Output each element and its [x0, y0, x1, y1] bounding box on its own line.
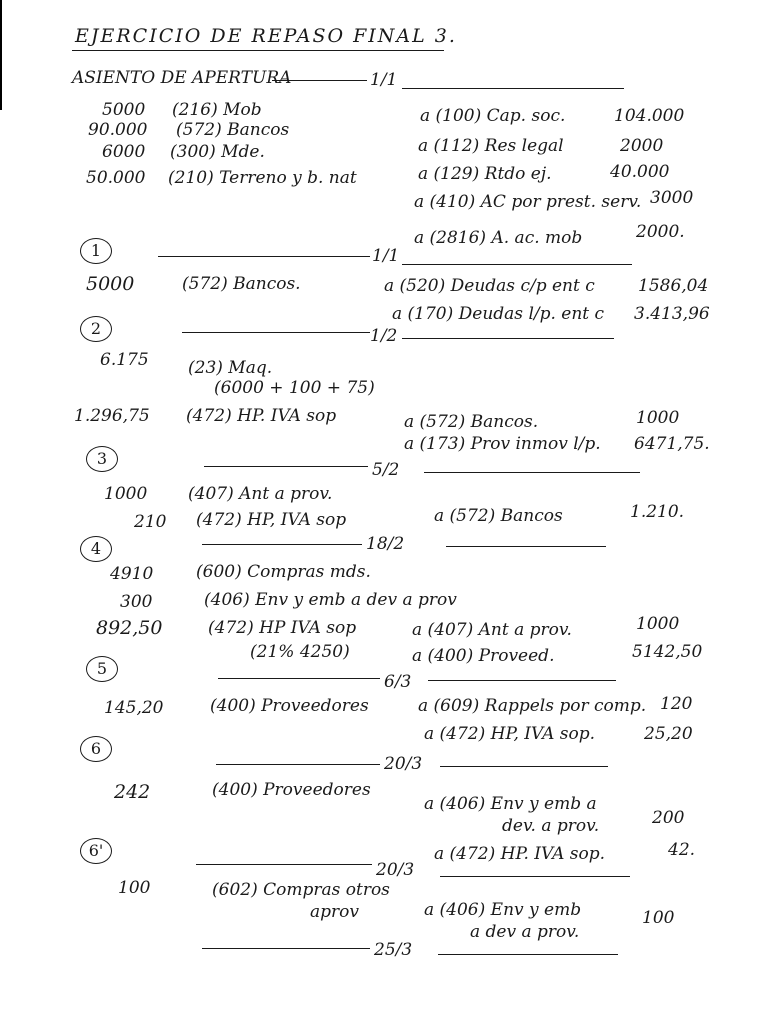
footer-rule-right	[438, 954, 618, 955]
entry2-debit1-note: (6000 + 100 + 75)	[214, 378, 375, 398]
entry6-debit-account: (400) Proveedores	[212, 780, 371, 800]
entry6b-date: 20/3	[376, 860, 415, 880]
entry5-rule-left	[218, 678, 380, 679]
entry4-debit3-account: (472) HP IVA sop	[208, 618, 357, 638]
entry6-debit-amount: 242	[114, 781, 151, 803]
entry3-debit1-amount: 1000	[104, 484, 148, 504]
opening-credit-account: a (100) Cap. soc.	[420, 106, 566, 126]
entry2-rule-right	[402, 338, 614, 339]
entry1-credit1-amount: 1586,04	[638, 276, 709, 296]
entry4-credit2-amount: 5142,50	[632, 642, 703, 662]
entry1-credit1-account: a (520) Deudas c/p ent c	[384, 276, 595, 296]
entry6b-debit-account-cont: aprov	[310, 902, 359, 922]
entry5-debit-amount: 145,20	[104, 698, 164, 718]
opening-label: ASIENTO DE APERTURA	[72, 68, 292, 88]
entry5-date: 6/3	[384, 672, 412, 692]
entry4-debit3-note: (21% 4250)	[250, 642, 350, 662]
entry3-debit1-account: (407) Ant a prov.	[188, 484, 333, 504]
entry1-credit2-account: a (170) Deudas l/p. ent c	[392, 304, 605, 324]
page-title: EJERCICIO DE REPASO FINAL 3.	[75, 25, 457, 47]
entry-number-2: 2	[80, 316, 112, 342]
entry1-date: 1/1	[372, 246, 400, 266]
entry2-credit2-amount: 6471,75.	[634, 434, 710, 454]
entry6b-credit1-account-cont: a dev a prov.	[470, 922, 580, 942]
entry5-credit1-amount: 120	[660, 694, 693, 714]
entry-number-4: 4	[80, 536, 112, 562]
entry6-rule-right	[440, 766, 608, 767]
opening-credit-account: a (410) AC por prest. serv.	[414, 192, 642, 212]
entry4-debit3-amount: 892,50	[96, 617, 163, 639]
entry2-date: 1/2	[370, 326, 398, 346]
entry4-debit2-account: (406) Env y emb a dev a prov	[204, 590, 457, 610]
entry4-credit1-account: a (407) Ant a prov.	[412, 620, 572, 640]
entry5-credit2-amount: 25,20	[644, 724, 693, 744]
entry3-date: 5/2	[372, 460, 400, 480]
entry3-debit2-account: (472) HP, IVA sop	[196, 510, 347, 530]
opening-debit-account: (300) Mde.	[170, 142, 265, 162]
entry3-credit1-amount: 1.210.	[630, 502, 685, 522]
footer-rule-left	[202, 948, 370, 949]
opening-credit-amount: 104.000	[614, 106, 685, 126]
opening-debit-amount: 50.000	[86, 168, 146, 188]
opening-credit-amount: 3000	[650, 188, 694, 208]
entry-number-1: 1	[80, 238, 112, 264]
entry6b-debit-account: (602) Compras otros	[212, 880, 390, 900]
opening-credit-account: a (129) Rtdo ej.	[418, 164, 552, 184]
entry1-rule-right	[402, 264, 632, 265]
entry5-rule-right	[428, 680, 616, 681]
entry1-rule-left	[158, 256, 370, 257]
entry-number-3: 3	[86, 446, 118, 472]
entry6-credit1-account-cont: dev. a prov.	[502, 816, 600, 836]
entry4-debit1-amount: 4910	[110, 564, 154, 584]
entry2-debit2-account: (472) HP. IVA sop	[186, 406, 337, 426]
entry6-rule-left	[216, 764, 380, 765]
opening-credit-amount: 2000.	[636, 222, 685, 242]
entry3-rule-left	[204, 466, 368, 467]
entry2-debit1-amount: 6.175	[100, 350, 149, 370]
entry-number-5: 5	[86, 656, 118, 682]
entry6b-rule-right	[440, 876, 630, 877]
entry6-credit2-account: a (472) HP. IVA sop.	[434, 844, 606, 864]
entry2-debit2-amount: 1.296,75	[74, 406, 150, 426]
opening-credit-amount: 40.000	[610, 162, 670, 182]
entry1-debit-amount: 5000	[86, 273, 135, 295]
entry6-credit1-amount: 200	[652, 808, 685, 828]
entry4-rule-right	[446, 546, 606, 547]
title-underline	[72, 50, 444, 51]
opening-debit-amount: 6000	[102, 142, 146, 162]
opening-debit-account: (216) Mob	[172, 100, 262, 120]
entry5-credit1-account: a (609) Rappels por comp.	[418, 696, 647, 716]
entry3-credit1-account: a (572) Bancos	[434, 506, 563, 526]
entry6b-credit1-amount: 100	[642, 908, 675, 928]
entry4-debit2-amount: 300	[120, 592, 153, 612]
entry4-rule-left	[202, 544, 362, 545]
entry-number-6: 6	[80, 736, 112, 762]
opening-rule-left	[272, 80, 367, 81]
entry1-credit2-amount: 3.413,96	[634, 304, 710, 324]
entry4-credit2-account: a (400) Proveed.	[412, 646, 555, 666]
entry6-credit1-account: a (406) Env y emb a	[424, 794, 597, 814]
entry2-credit1-account: a (572) Bancos.	[404, 412, 539, 432]
page-edge-mark	[0, 0, 2, 110]
entry6b-debit-amount: 100	[118, 878, 151, 898]
opening-debit-account: (210) Terreno y b. nat	[168, 168, 357, 188]
entry4-date: 18/2	[366, 534, 405, 554]
opening-credit-amount: 2000	[620, 136, 664, 156]
entry2-credit2-account: a (173) Prov inmov l/p.	[404, 434, 601, 454]
opening-debit-amount: 90.000	[88, 120, 148, 140]
entry4-debit1-account: (600) Compras mds.	[196, 562, 371, 582]
entry6b-credit1-account: a (406) Env y emb	[424, 900, 582, 920]
entry2-debit1-account: (23) Maq.	[188, 358, 273, 378]
opening-credit-account: a (2816) A. ac. mob	[414, 228, 583, 248]
entry3-rule-right	[424, 472, 640, 473]
footer-date: 25/3	[374, 940, 413, 960]
entry2-credit1-amount: 1000	[636, 408, 680, 428]
entry5-debit-account: (400) Proveedores	[210, 696, 369, 716]
entry-number-6-prime: 6'	[80, 838, 112, 864]
entry6b-rule-left	[196, 864, 372, 865]
opening-rule-right	[402, 88, 624, 89]
opening-credit-account: a (112) Res legal	[418, 136, 564, 156]
opening-debit-account: (572) Bancos	[176, 120, 290, 140]
entry6-date: 20/3	[384, 754, 423, 774]
opening-debit-amount: 5000	[102, 100, 146, 120]
opening-date: 1/1	[370, 70, 398, 90]
entry3-debit2-amount: 210	[134, 512, 167, 532]
entry5-credit2-account: a (472) HP, IVA sop.	[424, 724, 596, 744]
entry2-rule-left	[182, 332, 370, 333]
entry6-credit2-amount: 42.	[668, 840, 696, 860]
entry1-debit-account: (572) Bancos.	[182, 274, 301, 294]
entry4-credit1-amount: 1000	[636, 614, 680, 634]
